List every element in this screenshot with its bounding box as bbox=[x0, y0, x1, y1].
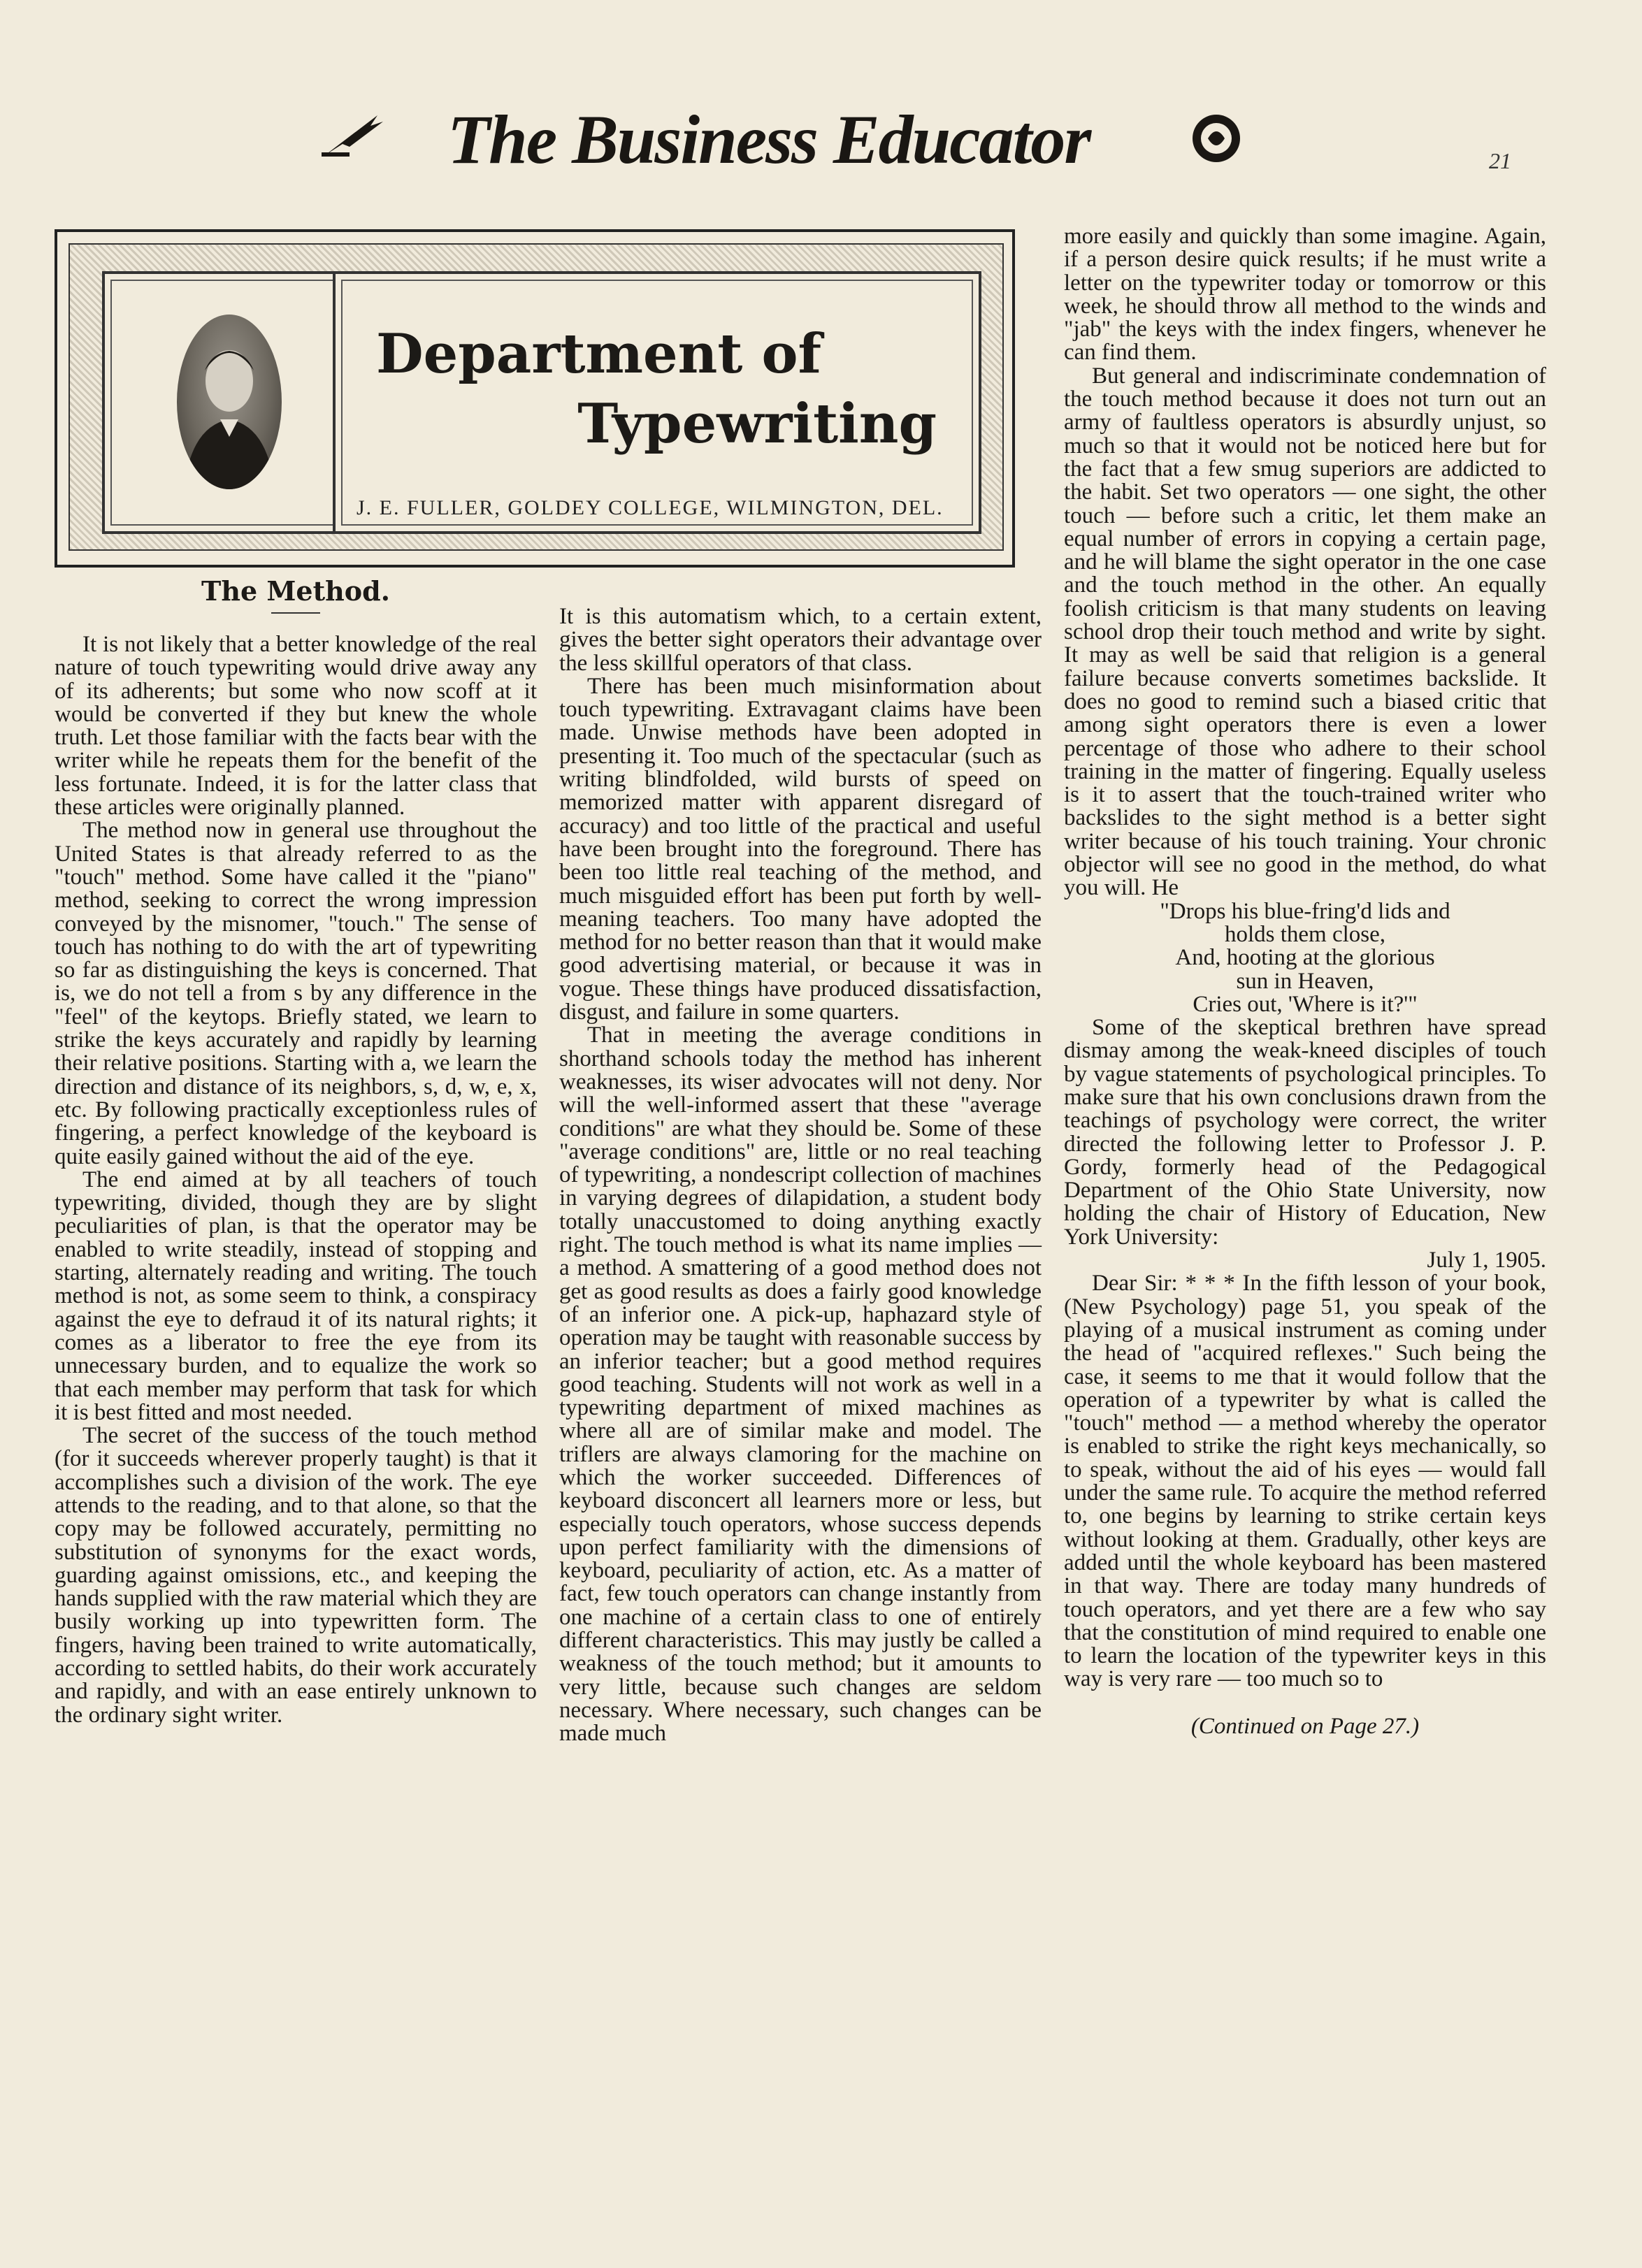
quill-pen-icon bbox=[322, 112, 384, 161]
emblem-icon bbox=[1188, 110, 1244, 166]
heading-frame bbox=[333, 271, 981, 534]
article-title: The Method. bbox=[201, 575, 390, 607]
column-3 bbox=[1064, 225, 1546, 1738]
letter-body: Dear Sir: * * * In the fifth lesson of your book, (New Psychology) page 51, you speak of the playing of a musical instrument as coming under the head of "acquired reflexes." Such being the case, it seems to me that it would follow that the operation of a typewriter by what is called the "touch" method — a method whereby the operator is enabled to strike the right keys mechanically, so to speak, without the aid of his eyes — would fall under the same rule. To acquire the method referred to, one begins by learning to strike certain keys without looking at them. Gradually, other keys are added until the whole keyboard has been mastered in that way. There are today many hundreds of touch operators, and yet there are a few who say that the constitution of mind required to enable one to learn the location of the typewriter keys in this way is very rare — too much so to bbox=[1064, 1271, 1546, 1692]
paragraph: The method now in general use throughout the United States is that already referred to as the "touch" method. Some have called it the "piano" method, seeking to correct the wrong impression conveyed by the misnomer, "touch." The sense of touch has nothing to do with the art of typewriting so far as distinguishing the keys is concerned. That is, we do not tell a from s by any difference in the "feel" of the keytops. Briefly stated, we learn to strike the keys accurately and rapidly by learning their relative positions. Starting with a, we learn the direction and distance of its neighbors, s, d, w, e, x, etc. By following practically exceptionless rules of fingering, a perfect knowledge of the keyboard is quite easily gained without the aid of the eye. bbox=[55, 818, 537, 1169]
author-byline: J. E. FULLER, GOLDEY COLLEGE, WILMINGTON, DEL. bbox=[357, 496, 944, 519]
poem-line: holds them close, bbox=[1224, 921, 1386, 947]
paragraph: It is not likely that a better knowledge of the real nature of touch typewriting would drive away any of its adherents; but some who now scoff at it would be converted if they but knew the whole truth. Let those familiar with the facts bear with the writer while he repeats them for the benefit of the less fortunate. Indeed, it is for the latter class that these articles were originally planned. bbox=[55, 632, 537, 821]
masthead bbox=[0, 98, 1642, 189]
column-2 bbox=[559, 605, 1042, 1746]
continued-note: (Continued on Page 27.) bbox=[1190, 1713, 1420, 1739]
paragraph: It is this automatism which, to a certain extent, gives the better sight operators their advantage over the less skillful operators of that class. bbox=[559, 604, 1042, 676]
department-heading-line2: Typewriting bbox=[577, 392, 937, 456]
paragraph: But general and indiscriminate condemnation of the touch method because it does not turn out an army of faultless operators is absurdly unjust, so much so that it would not be noticed here but for the fact that a few smug superiors are addicted to the habit. Set two operators — one sight, the other touch — before such a critic, let them make an equal number of errors in copying a certain page, and he will blame the sight operator in the one case and the touch method in the other. An equally foolish criticism is that many students on leaving school drop their touch method and write by sight. It may as well be said that religion is a general failure because converts sometimes backslide. It does no good to remind such a biased critic that among sight operators there is even a lower percentage of those who adhere to their school training in the matter of fingering. Equally useless is it to assert that the touch-trained writer who backslides to the sight method is a better sight writer because of his touch training. Your chronic objector will see no good in the method, do what you will. He bbox=[1064, 363, 1546, 901]
department-banner bbox=[55, 229, 1012, 565]
paragraph: Some of the skeptical brethren have spread dismay among the weak-kneed disciples of touch by vague statements of psychological principles. To make sure that his own conclusions drawn from the teachings of psychology were correct, the writer directed the following letter to Professor J. P. Gordy, formerly head of the Pedagogical Department of the Ohio State University, now holding the chair of History of Education, New York University: bbox=[1064, 1015, 1546, 1250]
department-heading-line1: Department of bbox=[376, 322, 822, 386]
poem-line: "Drops his blue-fring'd lids and bbox=[1160, 898, 1450, 924]
paragraph: That in meeting the average conditions in shorthand schools today the method has inherent weaknesses, its wiser advocates will not deny. Nor will the well-informed assert that these "average conditions" are what they should be. Some of these "average conditions" are, little or no real teaching of typewriting, a nondescript collection of machines in varying degrees of dilapidation, a student body totally unaccustomed to doing anything exactly right. The touch method is what its name implies — a method. A smattering of a good method does not get as good results as does a fairly good knowledge of an inferior one. A pick-up, haphazard style of operation may be taught with reasonable success by an inferior teacher; but a good method requires good teaching. Students will not work as well in a typewriting department of mixed machines as where all are of similar make and model. The triflers are always clamoring for the machine on which the worker succeeded. Differences of keyboard disconcert all learners more or less, but especially touch operators, whose success depends upon perfect familiarity with the dimensions of keyboard, peculiarity of action, etc. As a matter of fact, few touch operators can change instantly from one machine of a certain class to one of entirely different characteristics. This may justly be called a weakness of the touch method; but it amounts to very little, because such changes are seldom necessary. Where necessary, such changes can be made much bbox=[559, 1023, 1042, 1747]
author-portrait bbox=[177, 315, 282, 489]
poem-line: Cries out, 'Where is it?'" bbox=[1193, 991, 1418, 1017]
title-rule bbox=[271, 612, 320, 614]
column-1 bbox=[55, 577, 537, 1727]
paragraph: There has been much misinformation about touch typewriting. Extravagant claims have been made. Unwise methods have been adopted in presenting it. Too much of the spectacular (such as writing blindfolded, wild bursts of speed on memorized matter with apparent disregard of accuracy) and too little of the practical and useful have been brought into the foreground. There has been too little real teaching of the method, and much misguided effort has been put forth by well-meaning teachers. Too many have adopted the method for no better reason than that it would make good advertising material, or because it was in vogue. These things have produced dissatisfaction, disgust, and failure in some quarters. bbox=[559, 673, 1042, 1025]
page-number: 21 bbox=[1489, 148, 1511, 173]
paragraph: The end aimed at by all teachers of touch typewriting, divided, though they are by slight peculiarities of plan, is that the operator may be enabled to write steadily, instead of stopping and starting, alternately reading and writing. The touch method is not, as some seem to think, a conspiracy against the eye to defraud it of its natural rights; it comes as a liberator to free the eye from its unnecessary burden, and to equalize the work so that each member may perform that task for which it is best fitted and most needed. bbox=[55, 1166, 537, 1425]
poem-line: And, hooting at the glorious bbox=[1175, 945, 1435, 971]
portrait-frame bbox=[102, 271, 357, 534]
poem-line: sun in Heaven, bbox=[1236, 968, 1374, 994]
letter-date: July 1, 1905. bbox=[1427, 1248, 1546, 1273]
portrait-figure bbox=[177, 315, 282, 489]
poem-quote bbox=[1064, 900, 1546, 1016]
masthead-title: The Business Educator bbox=[447, 101, 1090, 178]
paragraph: more easily and quickly than some imagine. Again, if a person desire quick results; if he must write a letter on the typewriter today or tomorrow or this week, he should throw all method to the winds and "jab" the keys with the index fingers, whenever he can find them. bbox=[1064, 224, 1546, 366]
paragraph: The secret of the success of the touch method (for it succeeds wherever properly taught) is that it accomplishes such a division of the work. The eye attends to the reading, and to that alone, so that the copy may be followed accurately, permitting no substitution of synonyms for the exact words, guarding against omissions, etc., and keeping the hands supplied with the raw material which they are busily working up into typewritten form. The fingers, having been trained to write automatically, according to settled habits, do their work accurately and rapidly, and with an ease entirely unknown to the ordinary sight writer. bbox=[55, 1423, 537, 1728]
